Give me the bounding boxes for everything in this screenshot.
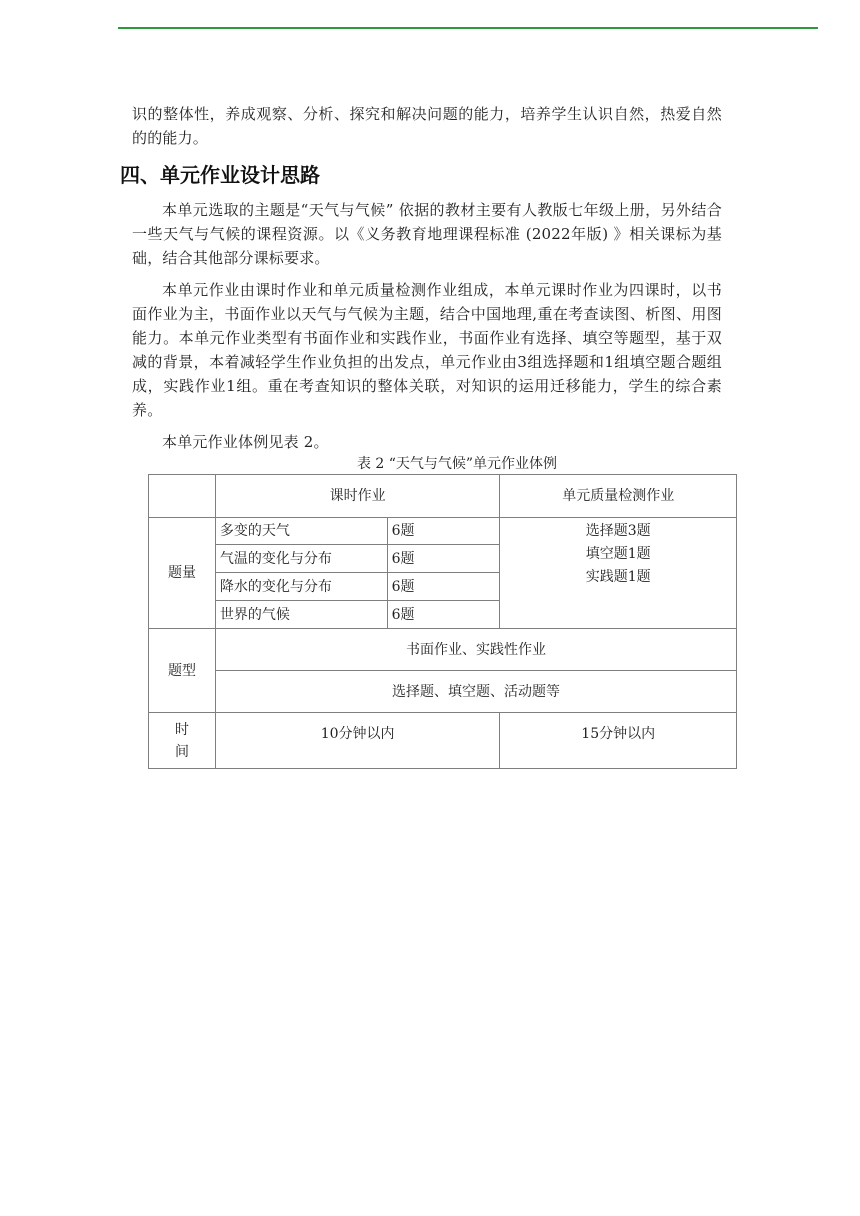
- type-line-2: 选择题、填空题、活动题等: [215, 671, 736, 713]
- header-unit-test: 单元质量检测作业: [500, 475, 737, 518]
- lesson-count: 6题: [387, 573, 500, 601]
- row-label-time: [149, 713, 216, 769]
- document-body: [120, 102, 722, 478]
- unit-quantity-cell: [500, 518, 737, 629]
- header-lesson-homework: 课时作业: [215, 475, 500, 518]
- intro-paragraph: 识的整体性，养成观察、分析、探究和解决问题的能力，培养学生认识自然，热爱自然的的能力。: [132, 105, 722, 147]
- paragraph-theme: 本单元选取的主题是“天气与气候” 依据的教材主要有人教版七年级上册，另外结合一些天气与气候的课程资源。以《义务教育地理课程标准 (2022年版) 》相关课标为基础，结合其他部分课标要求。: [132, 201, 722, 267]
- homework-table: [148, 474, 737, 769]
- paragraph-table-ref: 本单元作业体例见表 2。: [162, 433, 329, 451]
- section-heading: 四、单元作业设计思路: [120, 163, 320, 187]
- unit-quantity-line: 填空题1题: [585, 546, 651, 562]
- lesson-name: 降水的变化与分布: [215, 573, 387, 601]
- lesson-count: 6题: [387, 601, 500, 629]
- unit-quantity-line: 选择题3题: [585, 523, 651, 539]
- row-label-type: 题型: [149, 629, 216, 713]
- unit-quantity-line: 实践题1题: [585, 569, 651, 585]
- lesson-count: 6题: [387, 545, 500, 573]
- lesson-name: 多变的天气: [215, 518, 387, 545]
- lesson-name: 世界的气候: [215, 601, 387, 629]
- time-label-char: 时: [174, 721, 189, 738]
- lesson-name: 气温的变化与分布: [215, 545, 387, 573]
- lesson-time: 10分钟以内: [215, 713, 500, 769]
- type-line-1: 书面作业、实践性作业: [215, 629, 736, 671]
- header-rule: [118, 27, 818, 29]
- lesson-count: 6题: [387, 518, 500, 545]
- table-caption: 表 2 “天气与气候”单元作业体例: [356, 456, 558, 472]
- unit-time: 15分钟以内: [500, 713, 737, 769]
- row-label-quantity: 题量: [149, 518, 216, 629]
- paragraph-structure: 本单元作业由课时作业和单元质量检测作业组成，本单元课时作业为四课时，以书面作业为主，书面作业以天气与气候为主题，结合中国地理,重在考查读图、析图、用图能力。本单元作业类型有书面作业和实践作业，书面作业有选择、填空等题型，基于双减的背景，本着减轻学生作业负担的出发点，单元作业由3组选择题和1组填空题合题组成，实践作业1组。重在考查知识的整体关联，对知识的运用迁移能力，学生的综合素养。: [132, 281, 722, 419]
- header-blank-cell: [149, 475, 216, 518]
- time-label-char: 间: [174, 743, 189, 760]
